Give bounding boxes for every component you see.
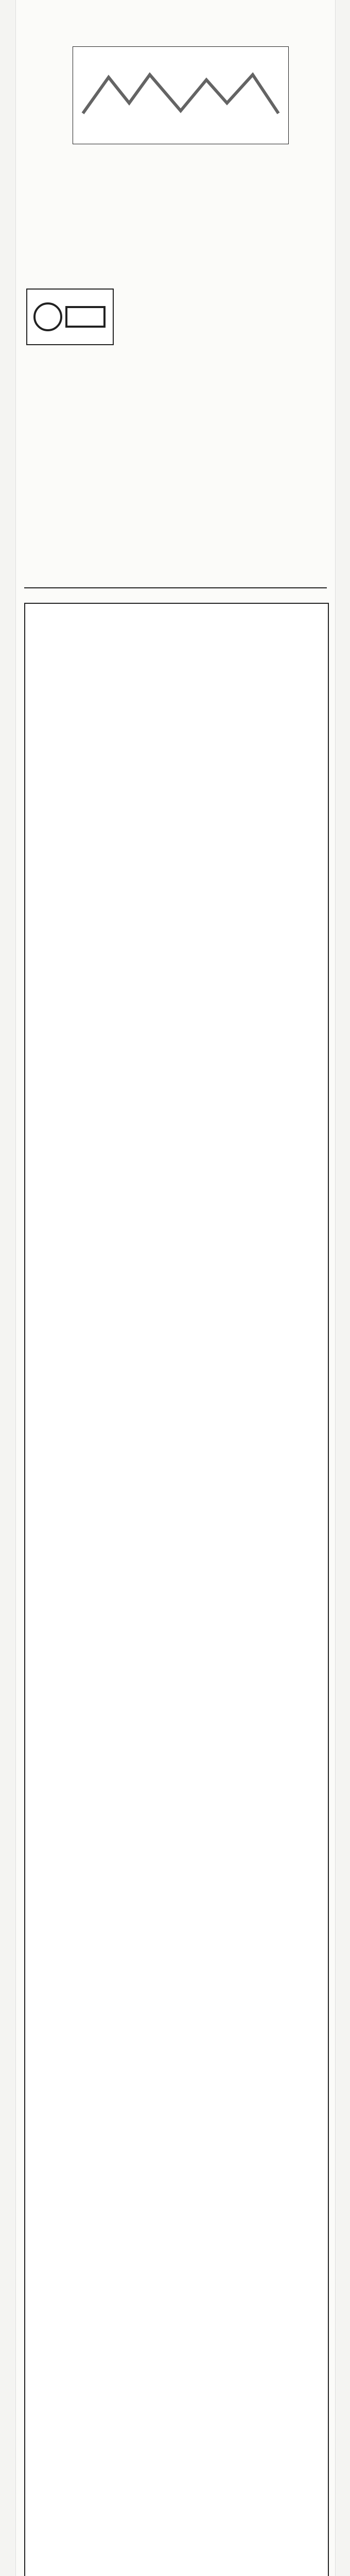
cne-logo: [26, 289, 114, 345]
divider: [24, 587, 327, 588]
header-logo: [73, 46, 289, 144]
results-section-title: [25, 604, 328, 610]
receipt: [15, 0, 336, 2576]
results-section: [24, 603, 329, 2576]
